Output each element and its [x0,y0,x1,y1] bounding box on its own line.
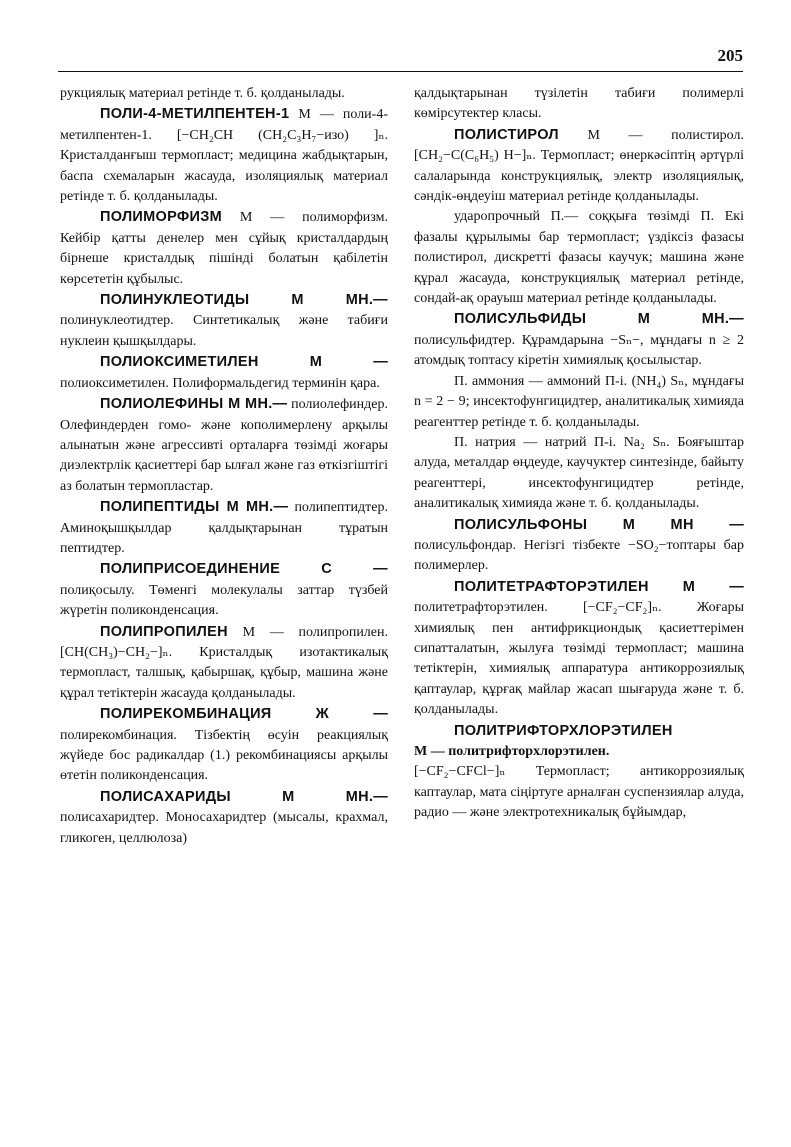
entry-headword: ПОЛИПРОПИЛЕН [100,623,228,640]
entry-text: полиоксиметилен. Полиформальдегид терминін қара. [60,375,380,391]
entry-polimorfizm [60,207,388,290]
entry-headword: ПОЛИСУЛЬФИДЫ М МН.— [454,311,744,328]
entry-text: [−CF₂−CFCl−]ₙ Термопласт; антикоррозиялық каптаулар, мата сіңіртуге арналған суспензиялар алуда, радио — және электротехникалық бұйымдар, [414,764,744,821]
left-column [60,84,388,849]
entry-headword: ПОЛИТРИФТОРХЛОРЭТИЛЕН [454,722,673,739]
entry-headword: ПОЛИРЕКОМБИНАЦИЯ Ж — [100,706,388,723]
entry-headword: ПОЛИПЕПТИДЫ М МН.— [100,499,289,516]
entry-headword: ПОЛИМОРФИЗМ [100,209,223,226]
entry-text: полирекомбинация. Тізбектің өсуін реакциялық жүйеде бос радикалдар (1.) рекомбинациясы арқылы өтетін поликонденсация. [60,727,388,784]
entry-headword: ПОЛИОКСИМЕТИЛЕН М — [100,354,388,371]
entry-text: полипептидтер. Аминоқышқылдар қалдықтарынан тұратын пептидтер. [60,500,388,556]
entry-polimetilpenten [60,104,388,207]
right-column [414,84,744,824]
subentry-natriya: П. натрия — натрий П-і. Na₂ Sₙ. Бояғыштар алуда, металдар өңдеуде, каучуктер синтезінде, байыту реагенттері, инсектофунгицидтер ретінде, аналитикалық химияда және т. б. қолданылады. [414,434,744,512]
entry-polisaharidy [60,787,388,849]
entry-text: полисахаридтер. Моносахаридтер (мысалы, крахмал, гликоген, целлюлоза) [60,810,388,846]
entry-headword: ПОЛИСТИРОЛ [454,126,559,143]
entry-headword: ПОЛИСУЛЬФОНЫ М МН — [454,516,744,533]
entry-polioksimetilen [60,352,388,394]
entry-poliolefiny [60,394,388,497]
entry-polisulfidy [414,309,744,371]
entry-text: М — полипропилен. [CH(CH₃)−CH₂−]ₙ. Кристалдық изотактикалық термопласт, талшық, қабыршақ, құбыр, машина және құрал тетіктерін жасауда қолданылады. [60,624,388,701]
entry-headword: ПОЛИОЛЕФИНЫ М МН.— [100,396,288,413]
entry-text: М — полистирол. [CH₂−C(C₆H₅) H−]ₙ. Термопласт; өнеркәсіптің әртүрлі салаларында конструкциялық, электр изоляциялық, сәндік-өңдеуіш материал ретінде қолданылады. [414,127,744,205]
entry-text: политетрафторэтилен. [−CF₂−CF₂]ₙ. Жоғары химиялық пен антифрикциондық қасиеттерімен сипатталатын, жылуға төзімді термопласт; машина тетіктерін, химиялық аппаратура антикоррозиялық қаптаулар, құрғақ майлар жасап шығаруда және т. б. қолданылады. [414,600,744,718]
entry-text: полиқосылу. Төменгі молекулалы заттар түзбей жүретін поликонденсация. [60,582,388,619]
entry-headword: ПОЛИ-4-МЕТИЛПЕНТЕН-1 [100,106,290,123]
entry-text: полинуклеотидтер. Синтетикалық және табиғи нуклеин қышқылдары. [60,313,388,349]
entry-text: полиолефиндер. Олефиндерден гомо- және кополимерлену арқылы алынатын және агрессивті орталарға төзімді жоғары диэлектрлік қасиеттері бар ылғал және газ өткізгіштігі аз болатын термопластар. [60,397,388,494]
entry-politetraftoretilen [414,577,744,721]
entry-polisulfony [414,515,744,577]
entry-poliprisoedinenie [60,559,388,621]
entry-headword: ПОЛИПРИСОЕДИНЕНИЕ С — [100,561,388,578]
subentry-udaroprochnyi: ударопрочный П.— соққыға төзімді П. Екі фазалы құрылымы бар термопласт; үздіксіз фазасы полистирол, дискретті фазасы каучук; машина және құрал жасауда, конструкциялық материал ретінде, сондай-ақ орауыш материал ретінде қолданылады. [414,209,744,307]
subentry-ammoniya: П. аммония — аммоний П-і. (NH₄) Sₙ, мұндағы n = 2 − 9; инсектофунгицидтер, аналитикалық химияда реагенттер ретінде т. б. қолданылады. [414,373,744,430]
entry-headword: ПОЛИНУКЛЕОТИДЫ М МН.— [100,292,388,309]
entry-headword: ПОЛИТЕТРАФТОРЭТИЛЕН М — [454,578,744,595]
entry-text: полисульфондар. Негізгі тізбекте −SO₂−топтары бар полимерлер. [414,537,744,574]
entry-polirekombinaciya [60,704,388,787]
entry-polipropilen [60,622,388,705]
entry-text: М — поли-4-метилпентен-1. [−CH₂CH (CH₂C₃H₇−изо) ]ₙ. Кристалданғыш термопласт; медицина жабдықтарын, баспа схемаларын жасауда, изоляциялық материал ретінде т. б. қолданылады. [60,107,388,205]
entry-polipeptidy [60,497,388,559]
entry-line: М — политрифторхлорэтилен. [414,744,610,759]
page-number: 205 [717,46,743,65]
left-continuation: рукциялық материал ретінде т. б. қолданылады. [60,86,345,101]
entry-text: полисульфидтер. Құрамдарына −Sₙ−, мұндағы n ≥ 2 атомдық топтасу кіретін химиялық қосылыстар. [414,332,744,369]
header-rule [58,71,743,72]
entry-polinukleotidy [60,290,388,352]
right-continuation: қалдықтарынан түзілетін табиғи полимерлі көмірсутектер класы. [414,86,744,122]
entry-polistirol [414,125,744,208]
entry-headword: ПОЛИСАХАРИДЫ М МН.— [100,788,388,805]
entry-text: М — полиморфизм. Кейбір қатты денелер мен сұйық кристалдардың бірнеше кристалдық пішінді болатын қабілетін көрсететін құбылыс. [60,210,388,287]
entry-politriftorhloretilen [414,721,744,742]
